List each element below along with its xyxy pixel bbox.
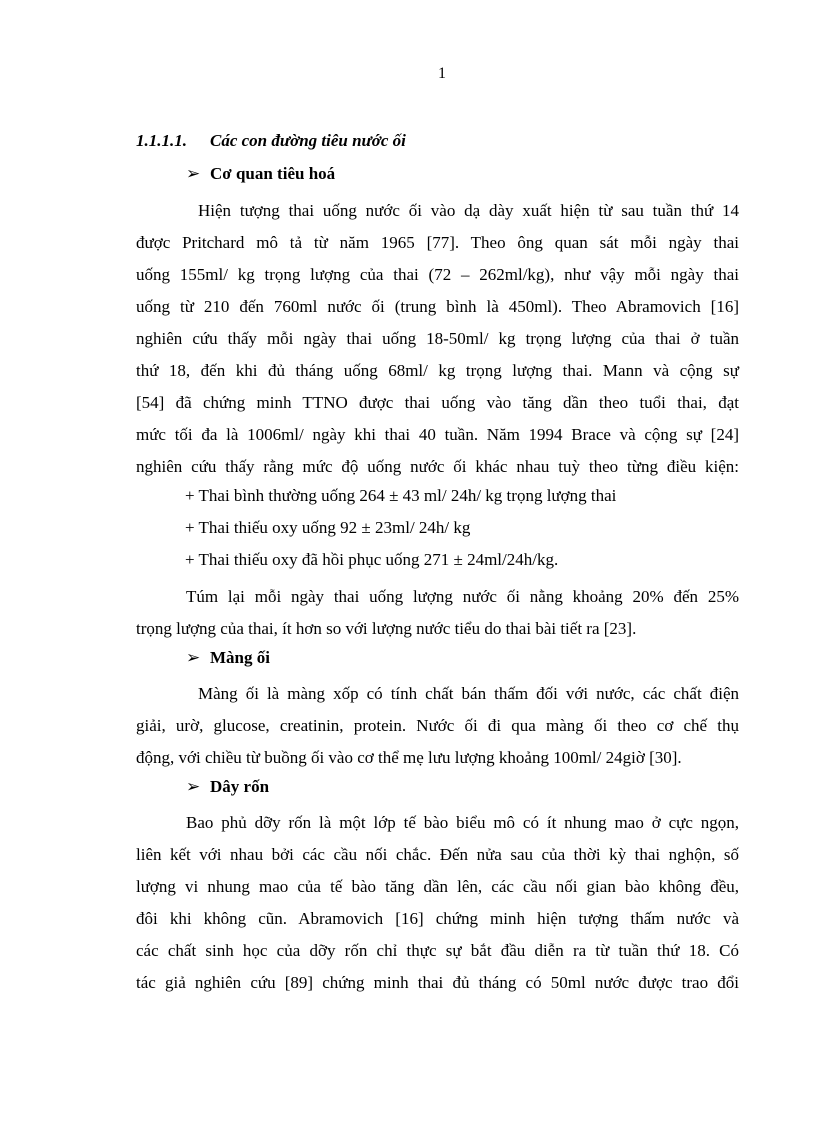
heading-cord [186, 777, 269, 797]
text-line: Hiện tượng thai uống nước ối vào dạ dày xuất hiện từ sau tuần thứ 14 [198, 201, 739, 220]
text-line: nghiên cứu thấy rằng mức độ uống nước ối khác nhau tuỳ theo từng điều kiện: [136, 457, 739, 476]
text-line: nghiên cứu thấy mỗi ngày thai uống 18-50ml/ kg trọng lượng của thai ở tuần [136, 329, 739, 348]
text-line: Túm lại mỗi ngày thai uống lượng nước ối nằng khoảng 20% đến 25% [186, 587, 739, 606]
text-line: lượng vi nhung mao của tế bào tăng dần lên, các cầu nối gian bào không đều, [136, 877, 739, 896]
heading-digestive [186, 164, 335, 184]
paragraph-summary [136, 581, 739, 645]
arrow-bullet-icon: ➢ [186, 648, 201, 667]
heading-membrane-text: Màng ối [210, 648, 270, 667]
text-line: trọng lượng của thai, ít hơn so với lượng nước tiểu do thai bài tiết ra [23]. [136, 619, 637, 638]
bullet-item: + Thai thiếu oxy đã hồi phục uống 271 ± 24ml/24h/kg. [185, 550, 559, 569]
text-line: [54] đã chứng minh TTNO được thai uống vào tăng dần theo tuổi thai, đạt [136, 393, 739, 412]
section-number: 1.1.1.1. [136, 131, 187, 150]
text-line: động, với chiều từ buồng ối vào cơ thể mẹ lưu lượng khoảng 100ml/ 24giờ [30]. [136, 748, 682, 767]
paragraph-membrane [136, 678, 739, 774]
arrow-bullet-icon: ➢ [186, 777, 201, 796]
text-line: uống từ 210 đến 760ml nước ối (trung bình là 450ml). Theo Abramovich [16] [136, 297, 739, 316]
text-line: giải, urờ, glucose, creatinin, protein. Nước ối đi qua màng ối theo cơ chế thụ [136, 716, 739, 735]
paragraph-digestive [136, 195, 739, 483]
text-line: tác giả nghiên cứu [89] chứng minh thai đủ tháng có 50ml nước được trao đổi [136, 973, 739, 992]
bullet-item: + Thai thiếu oxy uống 92 ± 23ml/ 24h/ kg [185, 518, 471, 537]
text-line: các chất sinh học của dỡy rốn chỉ thực sự bắt đầu diễn ra từ tuần thứ 18. Có [136, 941, 739, 960]
heading-membrane [186, 648, 270, 668]
text-line: uống 155ml/ kg trọng lượng của thai (72 – 262ml/kg), như vậy mỗi ngày thai [136, 265, 739, 284]
bullet-item: + Thai bình thường uống 264 ± 43 ml/ 24h/ kg trọng lượng thai [185, 486, 617, 505]
heading-cord-text: Dây rốn [210, 777, 270, 796]
section-title [136, 131, 406, 151]
page-number: 1 [438, 65, 446, 82]
heading-digestive-text: Cơ quan tiêu hoá [210, 164, 336, 183]
text-line: thứ 18, đến khi đủ tháng uống 68ml/ kg trọng lượng thai. Mann và cộng sự [136, 361, 739, 380]
section-title-text: Các con đường tiêu nước ối [210, 131, 406, 150]
text-line: mức tối đa là 1006ml/ ngày khi thai 40 tuần. Năm 1994 Brace và cộng sự [24] [136, 425, 739, 444]
text-line: Màng ối là màng xốp có tính chất bán thấm đối với nước, các chất điện [198, 684, 739, 703]
text-line: Bao phủ dỡy rốn là một lớp tế bào biểu mô có ít nhung mao ở cực ngọn, [186, 813, 739, 832]
text-line: đôi khi không cũn. Abramovich [16] chứng minh hiện tượng thấm nước và [136, 909, 739, 928]
text-line: được Pritchard mô tả từ năm 1965 [77]. Theo ông quan sát mỗi ngày thai [136, 233, 739, 252]
text-line: liên kết với nhau bởi các cầu nối chắc. Đến nửa sau của thời kỳ thai nghộn, số [136, 845, 739, 864]
arrow-bullet-icon: ➢ [186, 164, 201, 183]
paragraph-cord [136, 807, 739, 999]
